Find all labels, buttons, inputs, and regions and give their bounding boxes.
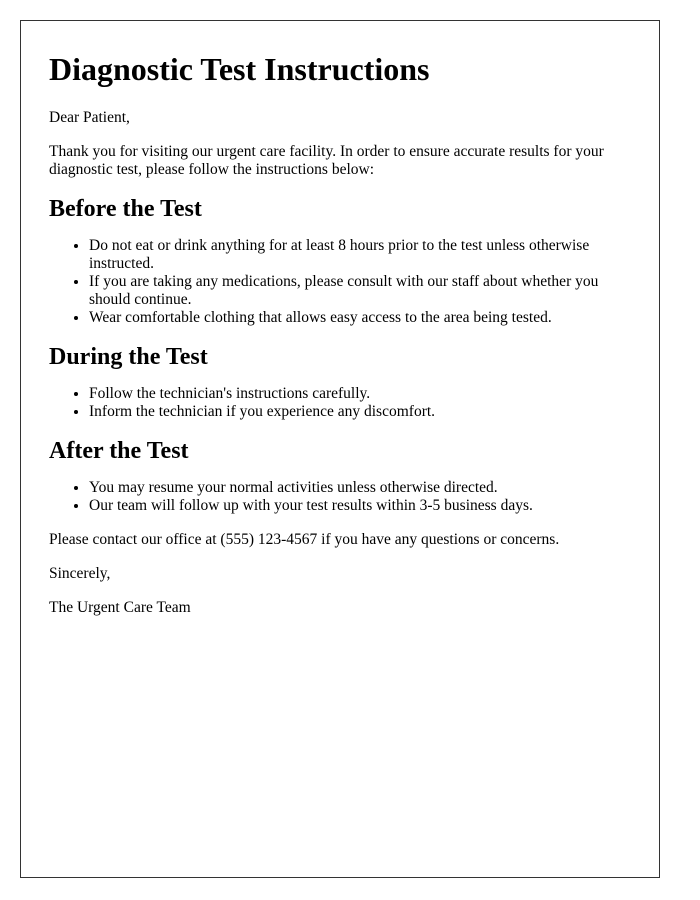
list-item: • Inform the technician if you experience any discomfort. — [89, 403, 631, 421]
section-heading-after: After the Test — [49, 438, 189, 464]
greeting: Dear Patient, — [49, 109, 130, 126]
list-item: • Follow the technician's instructions carefully. — [89, 385, 631, 403]
list-item: • Wear comfortable clothing that allows easy access to the area being tested. — [89, 309, 631, 327]
intro-paragraph: Thank you for visiting our urgent care facility. In order to ensure accurate results for your diagnostic test, please follow the instructions below: — [49, 143, 604, 178]
letter-page — [20, 20, 660, 878]
section-heading-before: Before the Test — [49, 196, 202, 222]
after-test-list — [49, 479, 631, 515]
closing: Sincerely, — [49, 565, 111, 582]
signature: The Urgent Care Team — [49, 599, 191, 616]
page-title: Diagnostic Test Instructions — [49, 51, 430, 87]
list-item: • You may resume your normal activities unless otherwise directed. — [89, 479, 631, 497]
list-item: • Our team will follow up with your test results within 3-5 business days. — [89, 497, 631, 515]
contact-paragraph: Please contact our office at (555) 123-4567 if you have any questions or concerns. — [49, 531, 560, 548]
before-test-list — [49, 237, 631, 327]
during-test-list — [49, 385, 631, 421]
section-heading-during: During the Test — [49, 344, 208, 370]
list-item: • If you are taking any medications, please consult with our staff about whether you should continue. — [89, 273, 631, 309]
list-item: • Do not eat or drink anything for at least 8 hours prior to the test unless otherwise instructed. — [89, 237, 631, 273]
